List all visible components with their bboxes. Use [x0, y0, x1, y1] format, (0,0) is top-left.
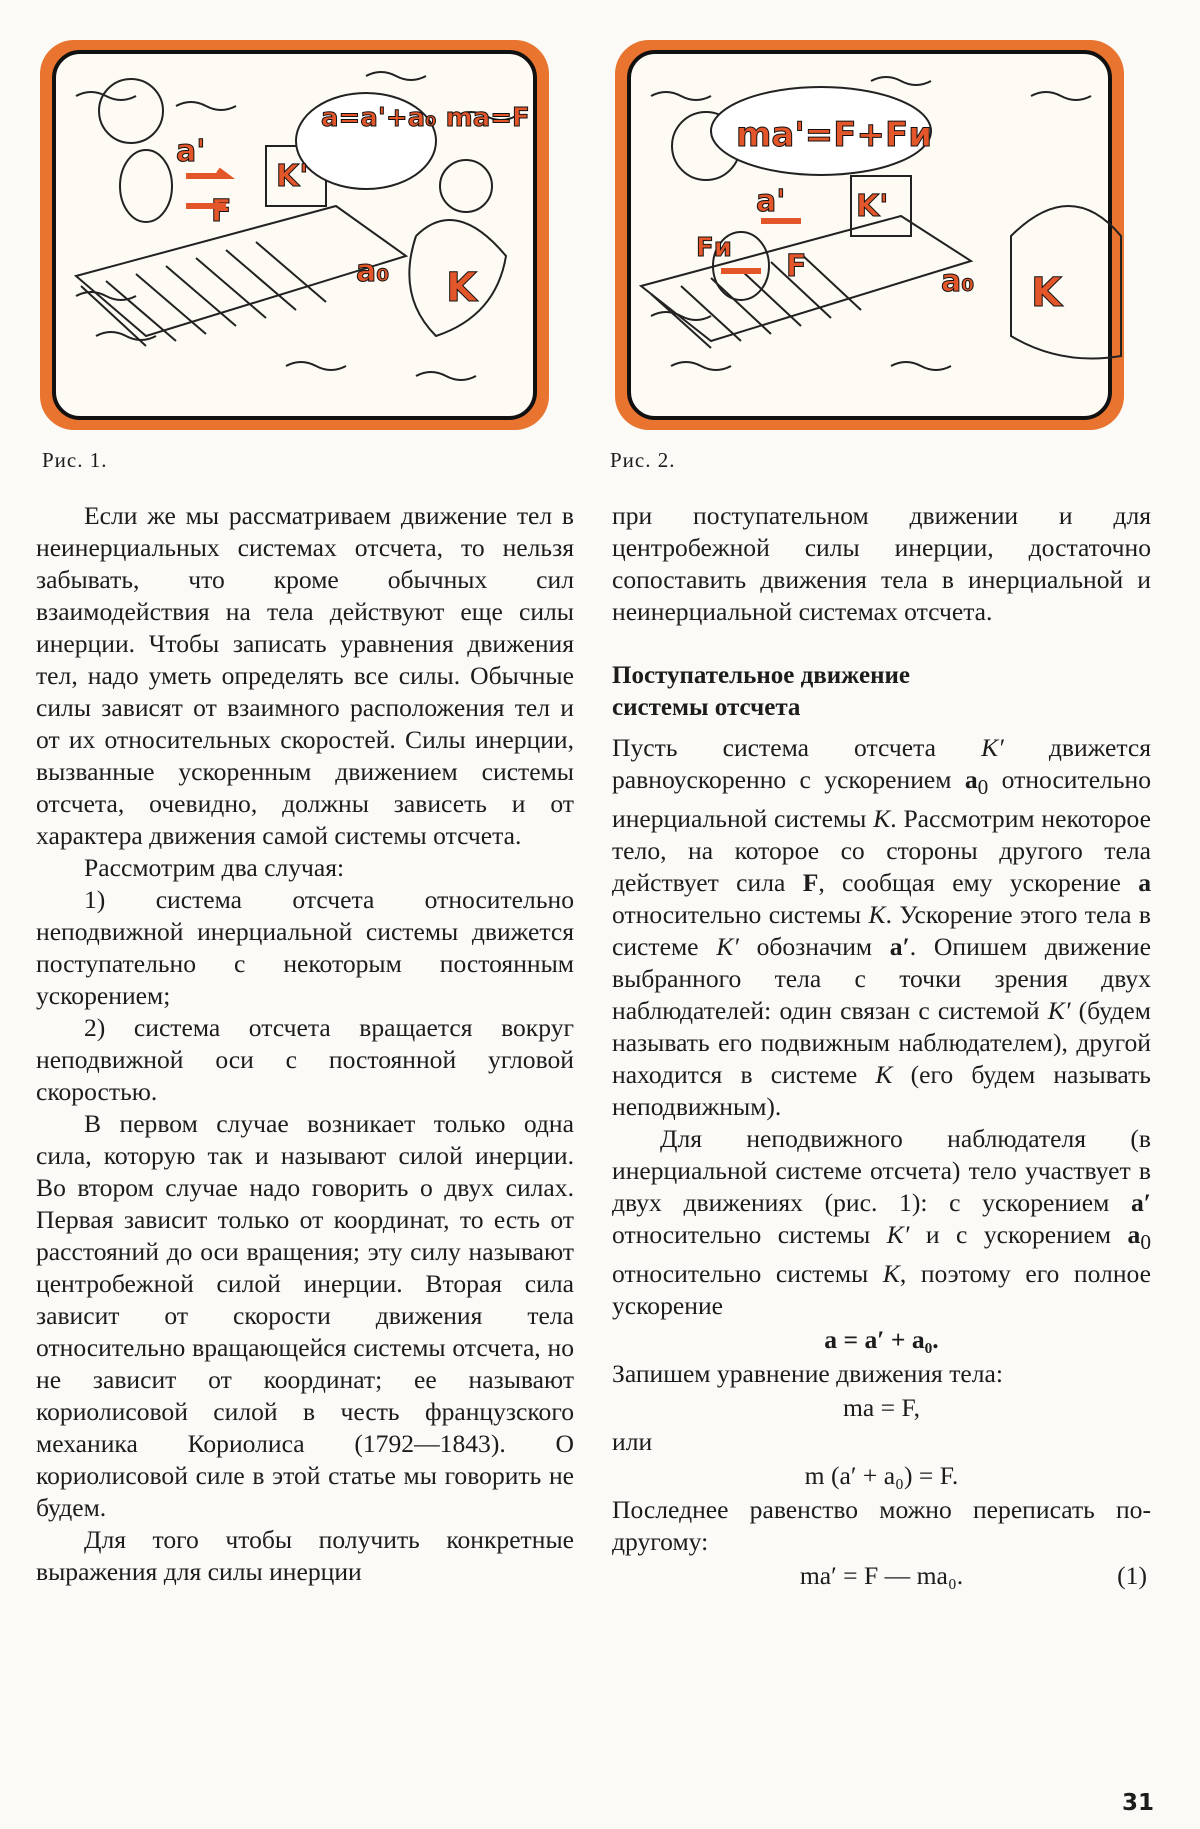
left-list-item-1: 1) система отсчета относительно неподвижной инерциальной системы движется поступательно с некоторым постоянным ускорением; [36, 885, 574, 1010]
left-paragraph-4: Для того чтобы получить конкретные выражения для силы инерции [36, 1525, 574, 1586]
section-heading-line-2: системы отсчета [612, 694, 801, 721]
right-paragraph-1: при поступательном движении и для центробежной силы инерции, достаточно сопоставить движения тела в инерциальной и неинерциальной системах отсчета. [612, 501, 1151, 626]
fig2-label-a0: a₀ [941, 264, 975, 299]
fig1-label-k: K [446, 265, 477, 311]
fig2-label-a-prime: a' [756, 184, 786, 219]
right-paragraph-2: Пусть система отсчета K′ движется равноускоренно с ускорением $a_0$ относительно инерциальной системы K. Рассмотрим некоторое тело, на которое со стороны другого тела действует сила F, сообщая ему ускорение a относительно системы K. Ускорение этого тела в системе K′ обозначим a′. Опишем движение выбранного тела с точки зрения двух наблюдателей: один связан с системой K′ (будем называть его подвижным наблюдателем), другой находится в системе K (его будем называть неподвижным). [612, 733, 1151, 1122]
left-paragraph-1: Если же мы рассматриваем движение тел в неинерциальных системах отсчета, то нельзя забывать, что кроме обычных сил взаимодействия на тела действуют еще силы инерции. Чтобы записать уравнения движения тел, надо уметь определять все силы. Обычные силы зависят от взаимного расположения тел и от их относительных скоростей. Силы инерции, вызванные ускоренным движением системы отсчета, очевидно, должны зависеть и от характера движения самой системы отсчета. [36, 501, 574, 850]
page-number: 31 [1122, 1790, 1155, 1816]
formula-inertia [612, 1560, 1151, 1592]
right-paragraph-3: Для неподвижного наблюдателя (в инерциальной системе отсчета) тело участвует в двух движениях (рис. 1): с ускорением a′ относительно системы K′ и с ускорением $a_0$ относительно системы K, поэтому его полное ускорение [612, 1124, 1152, 1321]
formula-newton: ma = F, [842, 1393, 921, 1423]
left-paragraph-2: Рассмотрим два случая: [84, 853, 345, 882]
formula-substituted: m (a′ + a₀) = F. [804, 1461, 959, 1491]
figure-2-drawing [611, 36, 1128, 434]
left-column [36, 500, 574, 1588]
right-column [612, 500, 1151, 1594]
figure-1-illustration [36, 36, 553, 434]
left-paragraph-3: В первом случае возникает только одна сила, которую так и называют силой инерции. Во втором случае надо говорить о двух силах. Первая зависит только от координат, то есть от расстояний до оси вращения; эту силу называют центробежной силой инерции. Вторая сила зависит от скорости движения тела относительно вращающейся системы отсчета, но не зависит от координат; ее называют кориолисовой силой в честь французского механика Кориолиса (1792—1843). О кориолисовой силе в этой статье мы говорить не будем. [36, 1109, 574, 1522]
equation-number: (1) [1117, 1561, 1147, 1591]
formula-inertia-text: ma′ = F — ma₀. [799, 1561, 964, 1591]
fig2-speech-text: ma'=F+Fи [736, 115, 933, 155]
fig2-label-k-prime: K' [856, 189, 889, 224]
fig2-label-inertia: Fи [696, 233, 732, 263]
section-heading [612, 660, 1151, 724]
figure-2-caption: Рис. 2. [610, 448, 676, 472]
right-paragraph-5: или [612, 1427, 653, 1457]
figure-1-caption: Рис. 1. [42, 448, 108, 472]
fig1-label-k-prime: K' [276, 159, 309, 194]
fig1-label-force: F [211, 194, 232, 229]
figure-1-drawing [36, 36, 553, 434]
fig1-label-a0: a₀ [356, 254, 390, 289]
fig1-speech-text: a=a'+a₀ ma=F [321, 103, 530, 133]
fig2-label-force: F [786, 249, 807, 284]
figure-2-illustration [611, 36, 1128, 434]
section-heading-line-1: Поступательное движение [612, 662, 910, 689]
right-paragraph-4: Запишем уравнение движения тела: [612, 1359, 1004, 1389]
fig1-label-a-prime: a' [176, 134, 206, 169]
right-paragraph-6: Последнее равенство можно переписать по-другому: [612, 1495, 1151, 1557]
left-list-item-2: 2) система отсчета вращается вокруг неподвижной оси с постоянной угловой скоростью. [36, 1013, 574, 1106]
fig2-label-k: K [1031, 270, 1062, 316]
formula-total-acceleration: a = a′ + a₀. [824, 1325, 939, 1355]
